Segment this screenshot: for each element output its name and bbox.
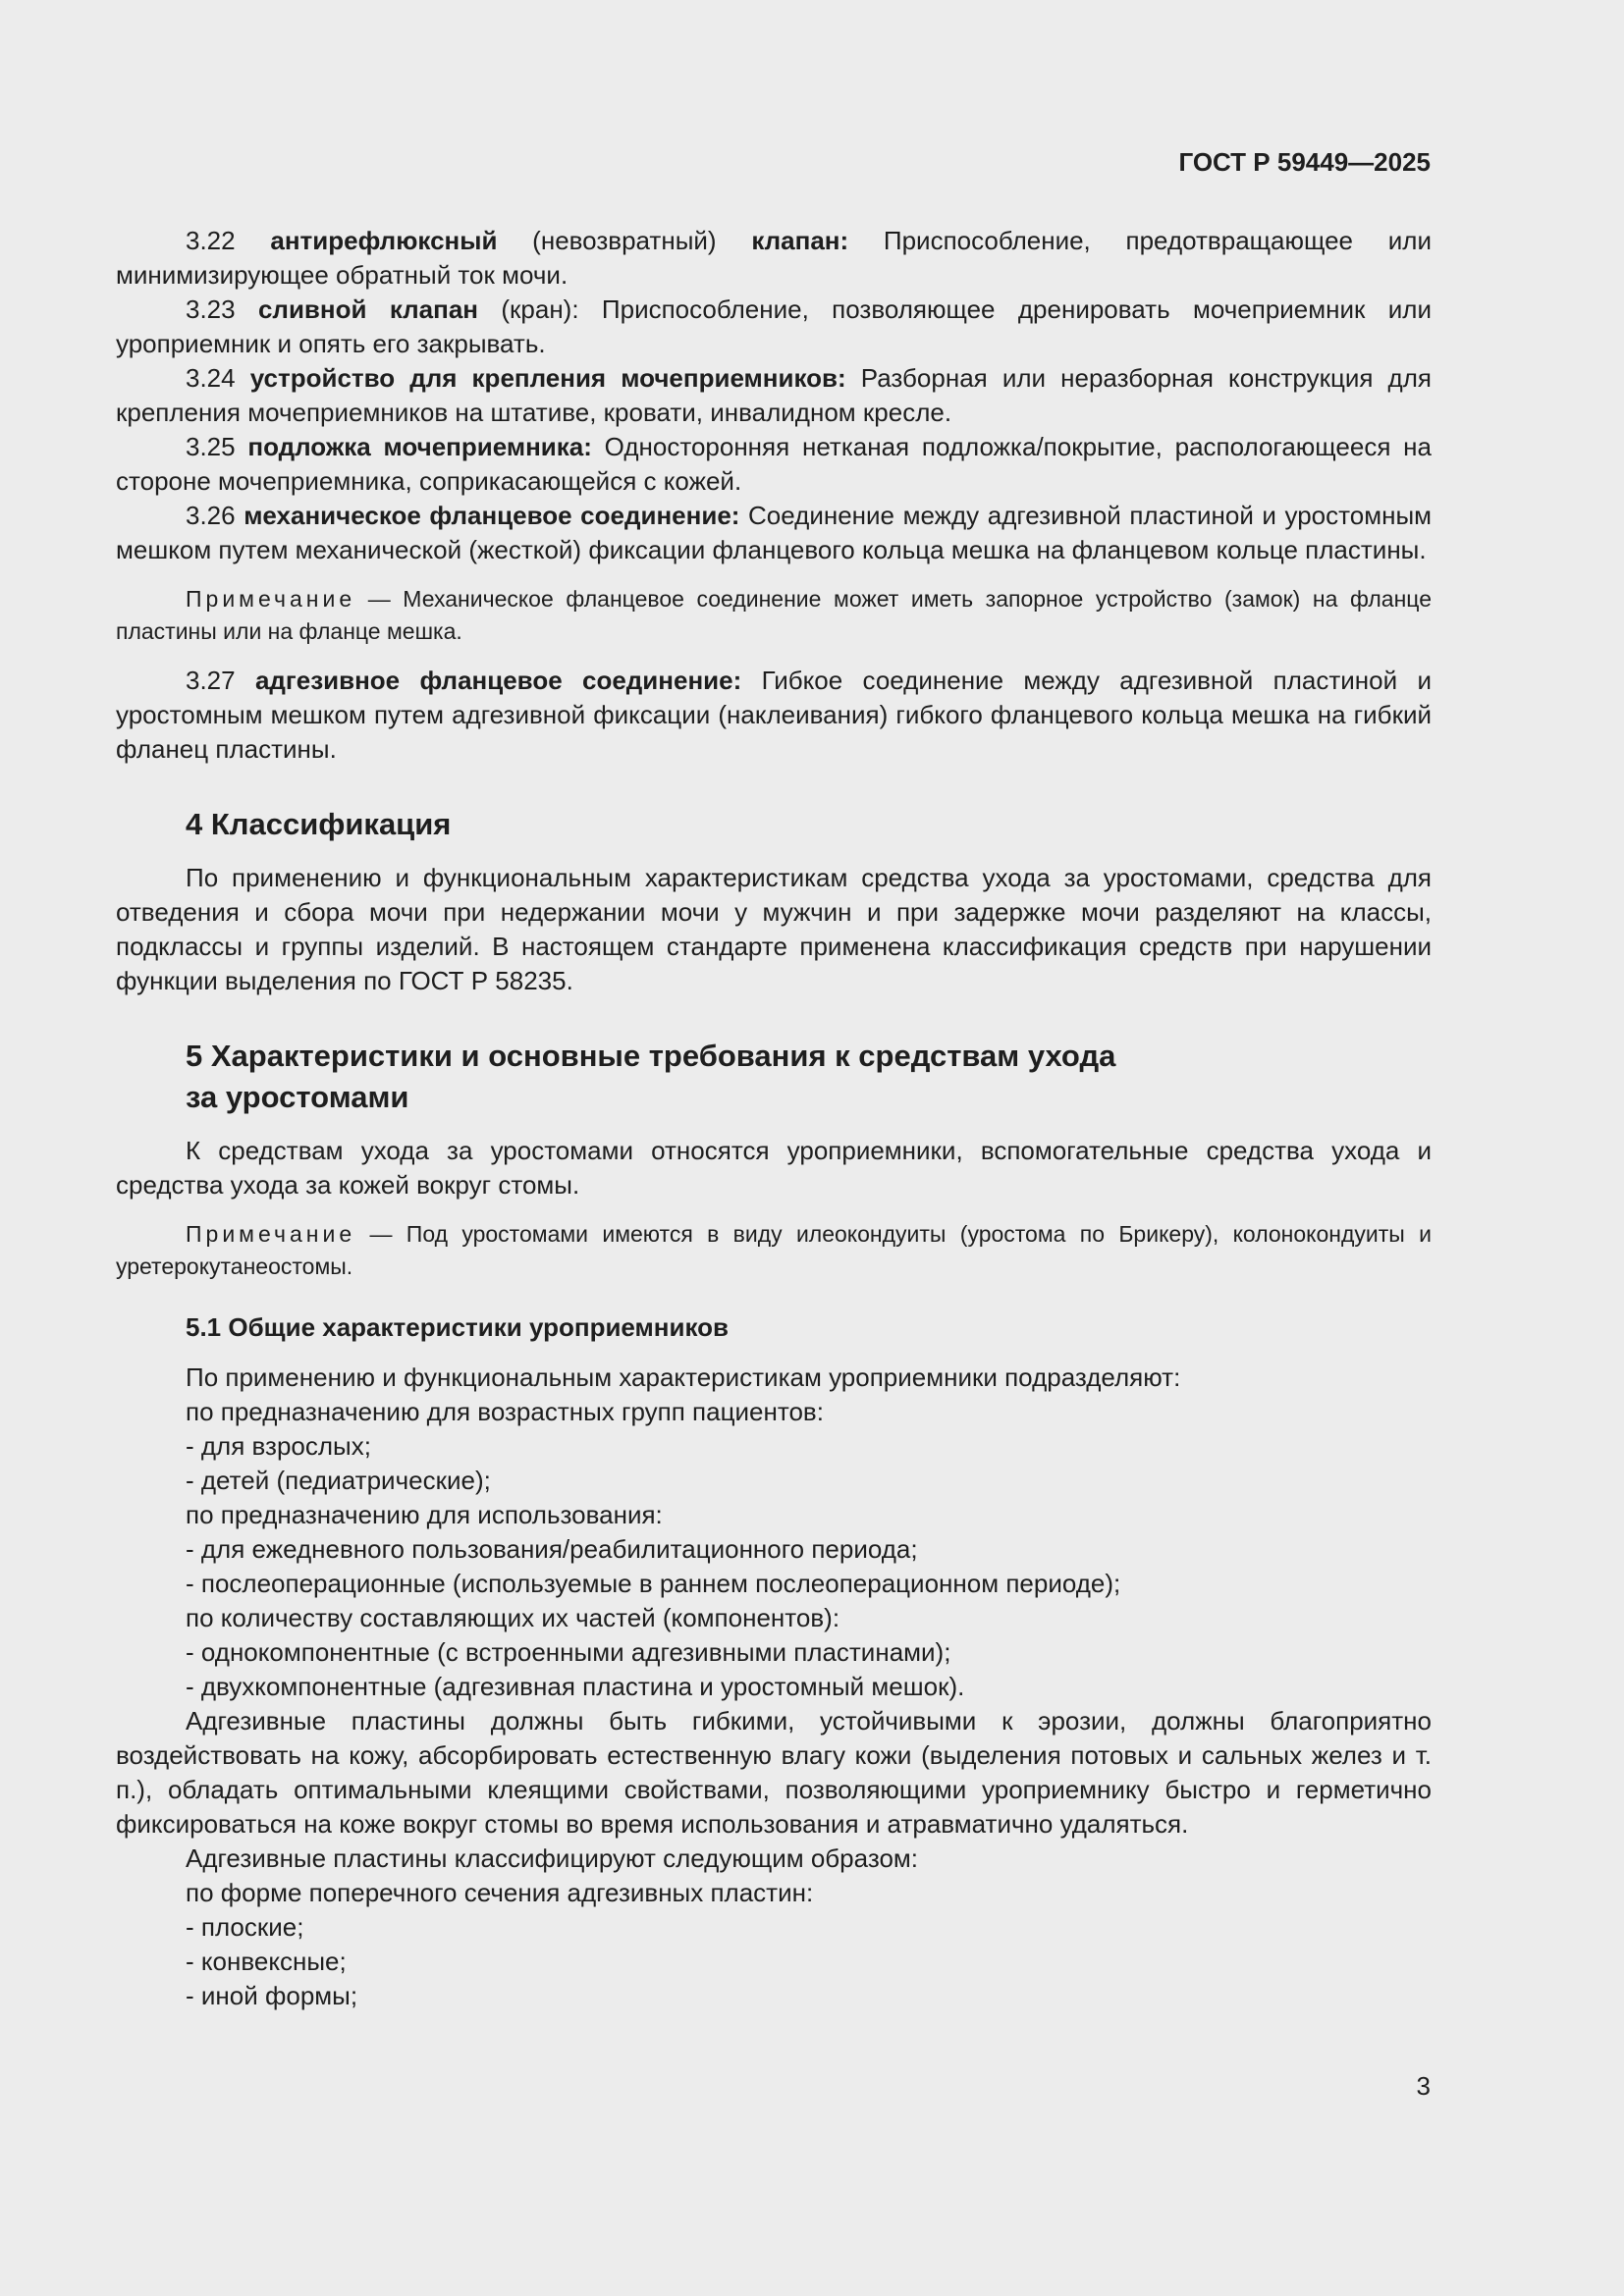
- note-label: Примечание: [186, 586, 356, 612]
- term-3-22: [116, 224, 1432, 293]
- list-item: Адгезивные пластины классифицируют следующим образом:: [186, 1843, 919, 1873]
- term-name: устройство для крепления мочеприемников:: [249, 363, 846, 393]
- term-3-26: [116, 499, 1432, 567]
- term-name: сливной клапан: [257, 294, 479, 324]
- section-4-text: По применению и функциональным характеристикам средства ухода за уростомами, средства для отведения и сбора мочи при недержании мочи у мужчин и при задержке мочи разделяют на классы, подклассы и группы изделий. В настоящем стандарте применена классификация средств при нарушении функции выделения по ГОСТ Р 58235.: [116, 863, 1432, 995]
- section-5-heading-line2: за уростомами: [186, 1080, 409, 1114]
- term-definition: (кран): Приспособление, позволяющее дренировать мочеприемник или уроприемник и опять его закрывать.: [116, 294, 1432, 358]
- list-item: по количеству составляющих их частей (компонентов):: [186, 1603, 840, 1632]
- note-flange: [116, 583, 1432, 648]
- section-5-text: К средствам ухода за уростомами относятся уроприемники, вспомогательные средства ухода и средства ухода за кожей вокруг стомы.: [116, 1136, 1432, 1200]
- list-item: - плоские;: [186, 1912, 304, 1942]
- term-number: 3.23: [186, 294, 236, 324]
- term-name: подложка мочеприемника:: [247, 432, 592, 461]
- term-qualifier: (невозвратный): [497, 226, 752, 255]
- term-number: 3.24: [186, 363, 236, 393]
- list-item: по предназначению для использования:: [186, 1500, 663, 1529]
- section-5-heading-line1: 5 Характеристики и основные требования к средствам ухода: [186, 1039, 1116, 1073]
- list-item: По применению и функциональным характеристикам уроприемники подразделяют:: [186, 1362, 1181, 1392]
- list-item: - конвексные;: [186, 1947, 347, 1976]
- term-name: механическое фланцевое соединение:: [244, 501, 740, 530]
- list-item: - для ежедневного пользования/реабилитационного периода;: [186, 1534, 918, 1564]
- section-4-heading: 4 Классификация: [186, 807, 452, 841]
- subsection-5-1-heading: 5.1 Общие характеристики уроприемников: [186, 1312, 730, 1342]
- term-definition: Гибкое соединение между адгезивной пластиной и уростомным мешком путем адгезивной фиксации (наклеивания) гибкого фланцевого кольца мешка на гибкий фланец пластины.: [116, 666, 1432, 764]
- note-text: — Под уростомами имеются в виду илеокондуиты (уростома по Брикеру), колонокондуиты и уретерокутанеостомы.: [116, 1221, 1432, 1279]
- term-number: 3.26: [186, 501, 236, 530]
- note-label: Примечание: [186, 1221, 356, 1247]
- list-item: - двухкомпонентные (адгезивная пластина и уростомный мешок).: [186, 1672, 965, 1701]
- term-number: 3.27: [186, 666, 236, 695]
- classification-list: [116, 1361, 1432, 1704]
- note-urostomy: [116, 1218, 1432, 1283]
- term-definition: Разборная или неразборная конструкция для крепления мочеприемников на штативе, кровати, инвалидном кресле.: [116, 363, 1432, 427]
- document-number: ГОСТ Р 59449—2025: [1178, 147, 1431, 177]
- list-item: по предназначению для возрастных групп пациентов:: [186, 1397, 824, 1426]
- section-5-heading: [116, 1036, 1432, 1118]
- term-3-27: [116, 664, 1432, 767]
- term-name: адгезивное фланцевое соединение:: [254, 666, 742, 695]
- term-3-23: [116, 293, 1432, 361]
- term-definition: Односторонняя нетканая подложка/покрытие, распологающееся на стороне мочеприемника, соприкасающейся с кожей.: [116, 432, 1432, 496]
- term-3-24: [116, 361, 1432, 430]
- term-definition: Приспособление, предотвращающее или минимизирующее обратный ток мочи.: [116, 226, 1432, 290]
- plate-classification-list: [116, 1842, 1432, 2013]
- term-number: 3.25: [186, 432, 236, 461]
- list-item: - однокомпонентные (с встроенными адгезивными пластинами);: [186, 1637, 951, 1667]
- term-number: 3.22: [186, 226, 236, 255]
- list-item: - для взрослых;: [186, 1431, 371, 1461]
- note-text: — Механическое фланцевое соединение может иметь запорное устройство (замок) на фланце пластины или на фланце мешка.: [116, 586, 1432, 644]
- adhesive-plates-paragraph: Адгезивные пластины должны быть гибкими, устойчивыми к эрозии, должны благоприятно воздействовать на кожу, абсорбировать естественную влагу кожи (выделения потовых и сальных желез и т. п.), обладать оптимальными клеящими свойствами, позволяющими уроприемнику быстро и герметично фиксироваться на коже вокруг стомы во время использования и атравматично удаляться.: [116, 1706, 1432, 1839]
- page-number: 3: [1416, 2071, 1431, 2101]
- list-item: - послеоперационные (используемые в раннем послеоперационном периоде);: [186, 1569, 1121, 1598]
- page-content: [116, 224, 1432, 2013]
- term-definition: Соединение между адгезивной пластиной и уростомным мешком путем механической (жесткой) фиксации фланцевого кольца мешка на фланцевом кольце пластины.: [116, 501, 1433, 564]
- term-3-25: [116, 430, 1432, 499]
- list-item: по форме поперечного сечения адгезивных пластин:: [186, 1878, 814, 1907]
- term-name-suffix: клапан:: [751, 226, 849, 255]
- list-item: - детей (педиатрические);: [186, 1466, 491, 1495]
- list-item: - иной формы;: [186, 1981, 358, 2010]
- term-name: антирефлюксный: [270, 226, 498, 255]
